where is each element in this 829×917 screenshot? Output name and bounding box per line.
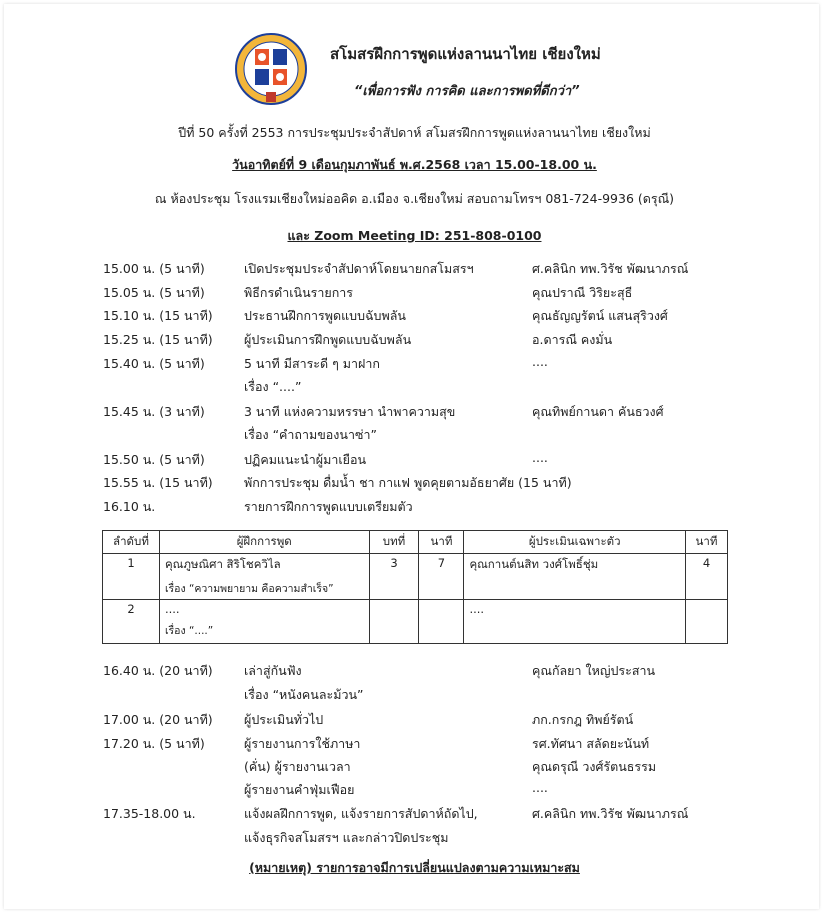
footer-note: (หมายเหตุ) รายการอาจมีการเปลี่ยนแปลงตามความเหมาะสม	[249, 860, 580, 875]
meeting-line: ปีที่ 50 ครั้งที่ 2553 การประชุมประจำสัปดาห์ สโมสรฝึกการพูดแห่งลานนาไทย เชียงใหม่	[178, 125, 651, 140]
speech-topic: เรื่อง “ความพยายาม คือความสำเร็จ”	[164, 583, 334, 595]
schedule-activity: 3 นาที แห่งความหรรษา นำพาความสุข	[244, 404, 456, 419]
club-logo	[228, 32, 314, 106]
schedule-activity: รายการฝึกการพูดแบบเตรียมตัว	[244, 499, 413, 514]
zoom-line: และ Zoom Meeting ID: 251-808-0100	[287, 228, 542, 243]
schedule-time: 17.00 น. (20 นาที)	[103, 712, 213, 727]
schedule-person-2: คุณดรุณี วงศ์รัตนธรรม	[532, 759, 657, 774]
schedule-activity: เปิดประชุมประจำสัปดาห์โดยนายกสโมสรฯ	[244, 261, 474, 276]
schedule-activity-3: ผู้รายงานคำฟุ่มเฟือย	[244, 782, 355, 797]
header-cell: ผู้ฝึกการพูด	[159, 531, 369, 554]
order-cell: 1	[103, 554, 160, 600]
schedule-person: อ.ดารณี คงมั่น	[532, 332, 613, 347]
schedule-time: 16.40 น. (20 นาที)	[103, 663, 213, 678]
schedule-person: คุณธัญญรัตน์ แสนสุริวงศ์	[532, 308, 668, 323]
schedule-activity: เล่าสู่กันฟัง	[244, 663, 302, 678]
date-line: วันอาทิตย์ที่ 9 เดือนกุมภาพันธ์ พ.ศ.2568 เวลา 15.00-18.00 น.	[232, 157, 597, 172]
table-header-row	[103, 531, 728, 554]
schedule-activity: ผู้ประเมินการฝึกพูดแบบฉับพลัน	[244, 332, 412, 347]
schedule-activity-topic: เรื่อง “หนังคนละม้วน”	[244, 687, 364, 702]
schedule-person: รศ.ทัศนา สลัดยะนันท์	[532, 736, 650, 751]
speaker-name: ....	[164, 602, 180, 616]
order-cell: 2	[103, 600, 160, 644]
schedule-time: 17.35-18.00 น.	[103, 806, 196, 821]
speaker-cell	[159, 600, 369, 644]
schedule-person: ศ.คลินิก ทพ.วิรัช พัฒนาภรณ์	[532, 806, 689, 821]
table-row	[103, 554, 728, 600]
schedule-time: 15.45 น. (3 นาที)	[103, 404, 205, 419]
table-row	[103, 600, 728, 644]
speech-topic: เรื่อง “....”	[164, 625, 214, 637]
schedule-person: ภก.กรกฎ ทิพย์รัตน์	[532, 712, 634, 727]
minutes-cell: 7	[419, 554, 464, 600]
club-slogan: “เพื่อการฟัง การคิด และการพดที่ดีกว่า”	[354, 84, 580, 99]
schedule-time: 15.50 น. (5 นาที)	[103, 452, 205, 467]
header-cell: ผู้ประเมินเฉพาะตัว	[464, 531, 686, 554]
header-cell: นาที	[419, 531, 464, 554]
schedule-activity-2: แจ้งธุรกิจสโมสรฯ และกล่าวปิดประชุม	[244, 830, 449, 845]
schedule-activity: ปฏิคมแนะนำผู้มาเยือน	[244, 452, 367, 467]
header-cell: นาที	[686, 531, 728, 554]
schedule-time: 15.00 น. (5 นาที)	[103, 261, 205, 276]
schedule-person: คุณปราณี วิริยะสุธี	[532, 285, 633, 300]
schedule-activity: แจ้งผลฝึกการพูด, แจ้งรายการสัปดาห์ถัดไป,	[244, 806, 478, 821]
schedule-time: 15.05 น. (5 นาที)	[103, 285, 205, 300]
schedule-time: 15.25 น. (15 นาที)	[103, 332, 213, 347]
header-cell: บทที่	[369, 531, 419, 554]
chapter-cell	[369, 600, 419, 644]
schedule-activity-2: (คั่น) ผู้รายงานเวลา	[244, 759, 351, 774]
schedule-activity: พักการประชุม ดื่มน้ำ ชา กาแฟ พูดคุยตามอัธยาศัย (15 นาที)	[244, 475, 572, 490]
schedule-activity-topic: เรื่อง “....”	[244, 379, 302, 394]
schedule-person: ศ.คลินิก ทพ.วิรัช พัฒนาภรณ์	[532, 261, 689, 276]
schedule-activity-topic: เรื่อง “คำถามของนาซ่า”	[244, 427, 377, 442]
schedule-person-3: ....	[532, 780, 548, 795]
venue-line: ณ ห้องประชุม โรงแรมเชียงใหม่ออคิด อ.เมือง จ.เชียงใหม่ สอบถามโทรฯ 081-724-9936 (ดรุณี)	[154, 191, 675, 206]
schedule-activity: พิธีกรดำเนินรายการ	[244, 285, 354, 300]
club-name: สโมสรฝึกการพูดแห่งลานนาไทย เชียงใหม่	[330, 45, 601, 63]
schedule-time: 16.10 น.	[103, 499, 156, 514]
schedule-person: ....	[532, 450, 548, 465]
evaluator-cell: คุณกานต์นสิท วงศ์โพธิ์ชุ่ม	[464, 554, 686, 600]
chapter-cell: 3	[369, 554, 419, 600]
schedule-activity: ผู้ประเมินทั่วไป	[244, 712, 324, 727]
schedule-activity: ผู้รายงานการใช้ภาษา	[244, 736, 361, 751]
speakers-table	[102, 530, 728, 644]
eval-minutes-cell	[686, 600, 728, 644]
schedule-person: ....	[532, 354, 548, 369]
schedule-activity: ประธานฝึกการพูดแบบฉับพลัน	[244, 308, 406, 323]
schedule-time: 17.20 น. (5 นาที)	[103, 736, 205, 751]
schedule-activity: 5 นาที มีสาระดี ๆ มาฝาก	[244, 356, 380, 371]
speaker-cell	[159, 554, 369, 600]
schedule-person: คุณทิพย์กานดา คันธวงศ์	[532, 404, 664, 419]
schedule-person: คุณกัลยา ใหญ่ประสาน	[532, 663, 656, 678]
minutes-cell	[419, 600, 464, 644]
header-cell: ลำดับที่	[103, 531, 160, 554]
schedule-time: 15.40 น. (5 นาที)	[103, 356, 205, 371]
eval-minutes-cell: 4	[686, 554, 728, 600]
speaker-name: คุณภูษณิศา สิริโชควิไล	[164, 557, 281, 571]
schedule-time: 15.10 น. (15 นาที)	[103, 308, 213, 323]
schedule-time: 15.55 น. (15 นาที)	[103, 475, 213, 490]
evaluator-cell: ....	[464, 600, 686, 644]
